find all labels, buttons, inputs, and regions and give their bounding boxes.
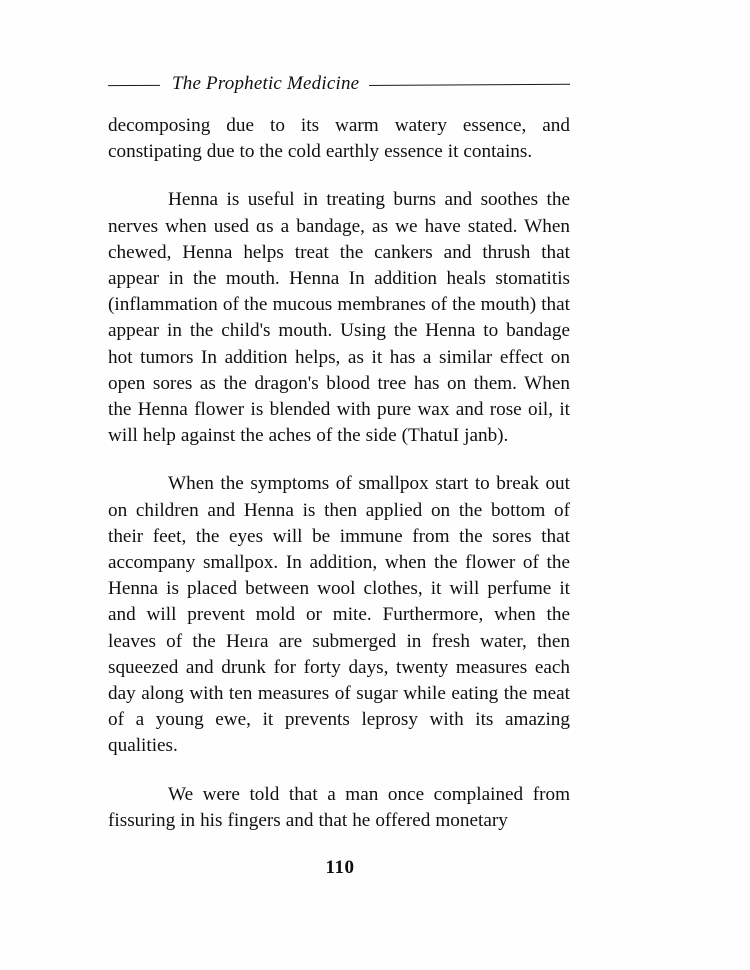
- header-title: The Prophetic Medicine: [172, 73, 360, 94]
- header-rule-left: [108, 84, 160, 85]
- page-number: 110: [325, 857, 355, 878]
- text-column: [108, 113, 570, 834]
- header-rule-right: [369, 83, 570, 85]
- paragraph-1: decomposing due to its warm watery essence, and constipating due to the cold earthly essence it contains.: [108, 115, 570, 163]
- running-header: [108, 72, 570, 98]
- paragraph-3: When the symptoms of smallpox start to break out on children and Henna is then applied on the bottom of their feet, the eyes will be immune from the sores that accompany smallpox. In addition, when the flower of the Henna is placed between wool clothes, it will perfume it and will prevent mold or mite. Furthermore, when the leaves of the Heıɾa are submerged in fresh water, then squeezed and drunk for forty days, twenty measures each day along with ten measures of sugar while eating the meat of a young ewe, it prevents leprosy with its amazing qualities.: [108, 473, 570, 757]
- paragraph-4: We were told that a man once complained from fissuring in his fingers and that he offered monetary: [108, 783, 570, 831]
- paragraph-2: Henna is useful in treating burns and soothes the nerves when used ɑs a bandage, as we have stated. When chewed, Henna helps treat the cankers and thrush that appear in the mouth. Henna In addition heals stomatitis (inflammation of the mucous membranes of the mouth) that appear in the child's mouth. Using the Henna to bandage hot tumors In addition helps, as it has a similar effect on open sores as the dragon's blood tree has on them. When the Henna flower is blended with pure wax and rose oil, it will help against the aches of the side (ThatuI janb).: [108, 189, 570, 447]
